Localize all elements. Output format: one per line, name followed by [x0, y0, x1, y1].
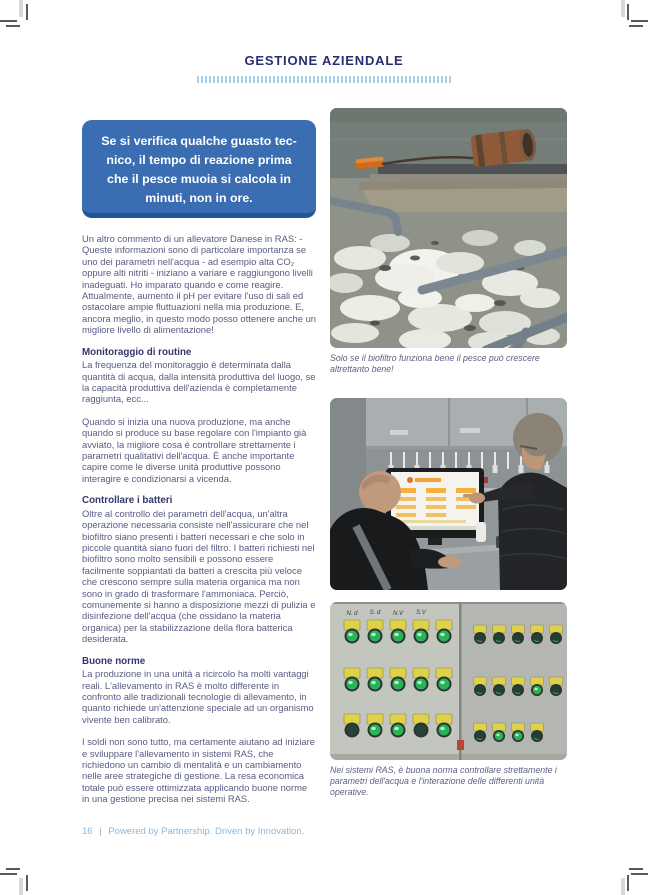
footer-separator: | — [99, 826, 102, 837]
intro-paragraph: Un altro commento di un allevatore Danese in RAS: - Queste informazioni sono di particolare importanza se uno dei parametri nell'acqua - ad esempio alta CO₂ oppure alti nitriti - iniziano a variare e raggiungono livelli inadeguati. Ho imparato quando e come reagire. Attualmente, aumento il pH per evitare l'uso di sali ed ostacolare ampie fluttuazioni nella mia produzione. E, ancora meglio, in questo modo posso ottenere anche un migliore livello di alimentazione! — [82, 233, 317, 336]
control-panel-photo — [330, 602, 567, 760]
crop-mark — [631, 20, 648, 22]
paragraph: La produzione in una unità a ricircolo ha molti vantaggi reali. L'allevamento in RAS è molto differente in confronto alle tradizionali tecnologie di allevamento, in quanto richiede un'attenzione speciale ad un organismo vivente ben calibrato. — [82, 668, 314, 725]
page-title: GESTIONE AZIENDALE — [244, 53, 404, 68]
crop-mark — [629, 25, 643, 27]
crop-mark — [0, 20, 17, 22]
photo-caption-biofilter: Solo se il biofiltro funziona bene il pesce può crescere altrettanto bene! — [330, 353, 540, 374]
crop-mark — [19, 878, 23, 895]
crop-mark — [0, 873, 17, 875]
page-number: 16 — [82, 826, 93, 837]
aeration-tank-photo — [330, 108, 567, 348]
quote-callout — [82, 120, 316, 218]
article-body — [82, 233, 316, 805]
quote-line: Se si verifica qualche guasto tec- — [101, 134, 297, 148]
crop-mark — [19, 0, 23, 17]
paragraph: La frequenza del monitoraggio è determinata dalla quantità di acqua, dalla intensità produttiva del luogo, se la capacità produttiva dell'azienda è completamente raggiunta, ecc... — [82, 359, 316, 405]
photo-column — [330, 108, 567, 798]
crop-mark — [621, 0, 625, 17]
section-heading-batteri: Controllare i batteri — [82, 495, 173, 507]
marking-label: N. d — [346, 611, 358, 617]
quote-line: che il pesce muoia si calcola in — [107, 172, 291, 186]
photo-caption-control-panel: Nei sistemi RAS, è buona norma controllare strettamente i parametri dell'acqua e l'interazione delle differenti unità operative. — [330, 765, 557, 797]
footer-tagline: Powered by Partnership. Driven by Innovation. — [108, 826, 305, 837]
crop-mark — [6, 868, 20, 870]
crop-mark — [629, 868, 643, 870]
bottle — [476, 522, 486, 542]
operators-at-monitor-photo — [330, 398, 567, 590]
paragraph: Quando si inizia una nuova produzione, ma anche quando si produce su base regolare con l'impianto già avviato, la migliore cosa è controllare strettamente i parametri qualitativi dell'acqua. È anche importante capire come le diverse unità produttive possono interagire e condizionarsi a vicenda. — [82, 415, 307, 484]
crop-mark — [621, 878, 625, 895]
crop-mark — [627, 875, 629, 891]
figure-operators — [330, 398, 567, 590]
seam-tag — [457, 740, 464, 750]
marking-label: S.V — [416, 610, 426, 616]
page-footer — [82, 826, 304, 837]
quote-line: minuti, non in ore. — [145, 191, 253, 205]
section-heading-buone-norme: Buone norme — [82, 655, 146, 667]
paragraph: Oltre al controllo dei parametri dell'acqua, un'altra operazione necessaria consiste nell'assicurare che nel biofiltro siano presenti i batteri necessari e che solo in piccole quantità siano fuori del filtro. I batteri richiesti nel biofiltro sono molto sensibili e possono essere facilmente soppiantati da batteri a crescita più veloce che crescono sempre sulla materia organica ma non sono in grado di trasformare l'ammoniaca. Perciò, comunemente si hanno a disposizione mezzi di pulizia e disinfezione dell'acqua (che ossidano la materia organica) per la stabilizzazione della flora batterica desiderata. — [82, 507, 316, 645]
figure-control-panel — [330, 602, 567, 798]
panel-seam — [459, 602, 462, 760]
crop-mark — [631, 873, 648, 875]
crop-mark — [6, 25, 20, 27]
text-column — [82, 120, 316, 816]
crop-mark — [627, 4, 629, 20]
marking-label: S. d — [369, 610, 381, 616]
crop-mark — [26, 4, 28, 20]
striped-divider — [197, 76, 453, 83]
paragraph: I soldi non sono tutto, ma certamente aiutano ad iniziare e sviluppare l'allevamento in sistemi RAS, che richiedono un cambio di mentalità e un cambiamento nelle aree strategiche di gestione. La resa economica totale può essere ottimizzata applicando buone norme in una gestione precisa nei sistemi RAS. — [82, 736, 315, 805]
section-heading-monitoraggio: Monitoraggio di routine — [82, 346, 192, 358]
marking-label: N.V — [392, 611, 404, 617]
figure-biofilter — [330, 108, 567, 375]
crop-mark — [26, 875, 28, 891]
quote-line: nico, il tempo di reazione prima — [106, 153, 292, 167]
